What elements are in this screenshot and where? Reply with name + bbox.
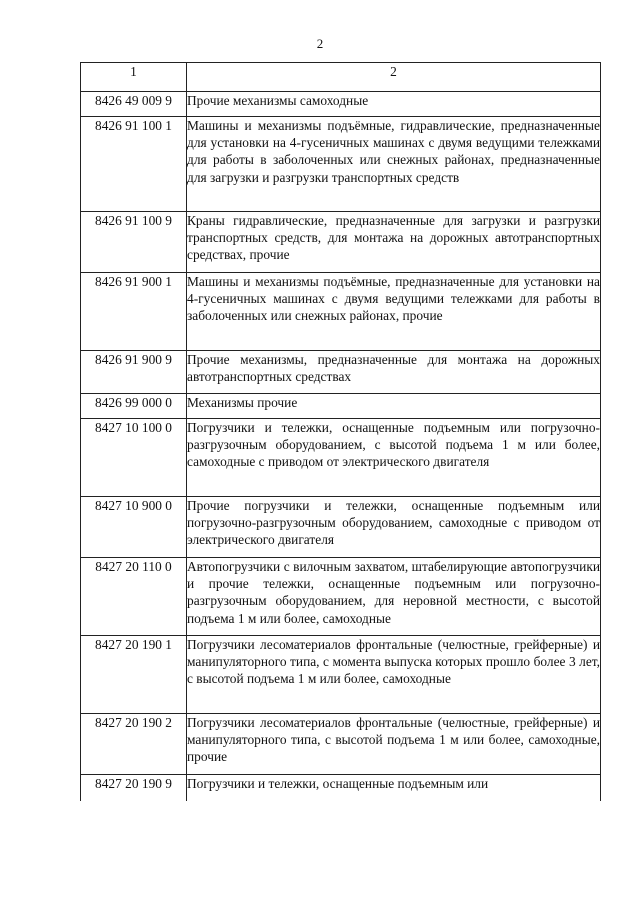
- description-cell: Машины и механизмы подъёмные, предназначенные для установки на 4-гусеничных машинах с двумя ведущими тележками для работы в заболоченных или снежных районах, прочие: [187, 273, 601, 351]
- table-row: [81, 117, 601, 212]
- table-row: [81, 558, 601, 636]
- code-cell: 8426 91 100 9: [81, 212, 187, 273]
- description-cell: Краны гидравлические, предназначенные для загрузки и разгрузки транспортных средств, для монтажа на дорожных автотранспортных средствах, прочие: [187, 212, 601, 273]
- description-cell: Автопогрузчики с вилочным захватом, штабелирующие автопогрузчики и прочие тележки, оснащенные подъемным или погрузочно-разгрузочным оборудованием, для неровной местности, с высотой подъема 1 м или более, самоходные: [187, 558, 601, 636]
- description-cell: Прочие механизмы самоходные: [187, 92, 601, 117]
- description-cell: Механизмы прочие: [187, 394, 601, 419]
- description-cell: Машины и механизмы подъёмные, гидравлические, предназначенные для установки на 4-гусеничных машинах с двумя ведущими тележками для работы в заболоченных или снежных районах, предназначенные для загрузки и разгрузки транспортных средств: [187, 117, 601, 212]
- tariff-code-table: [80, 62, 601, 801]
- header-col-1: 1: [81, 63, 187, 92]
- code-cell: 8426 91 900 1: [81, 273, 187, 351]
- page-number: 2: [316, 36, 324, 51]
- code-cell: 8427 20 190 2: [81, 714, 187, 775]
- code-cell: 8427 10 100 0: [81, 419, 187, 497]
- table-row: [81, 351, 601, 394]
- code-cell: 8426 99 000 0: [81, 394, 187, 419]
- description-cell: Погрузчики и тележки, оснащенные подъемным или погрузочно-разгрузочным оборудованием, с высотой подъема 1 м или более, самоходные с приводом от электрического двигателя: [187, 419, 601, 497]
- table-row: [81, 92, 601, 117]
- code-cell: 8427 10 900 0: [81, 497, 187, 558]
- code-cell: 8427 20 110 0: [81, 558, 187, 636]
- description-cell: Погрузчики лесоматериалов фронтальные (челюстные, грейферные) и манипуляторного типа, с момента выпуска которых прошло более 3 лет, с высотой подъема 1 м или более, самоходные: [187, 636, 601, 714]
- table-header-row: [81, 63, 601, 92]
- description-cell: Прочие погрузчики и тележки, оснащенные подъемным или погрузочно-разгрузочным оборудованием, самоходные с приводом от электрического двигателя: [187, 497, 601, 558]
- description-cell: Погрузчики лесоматериалов фронтальные (челюстные, грейферные) и манипуляторного типа, с высотой подъема 1 м или более, самоходные, прочие: [187, 714, 601, 775]
- table-row: [81, 273, 601, 351]
- code-cell: 8427 20 190 9: [81, 775, 187, 802]
- code-cell: 8427 20 190 1: [81, 636, 187, 714]
- table-row: [81, 497, 601, 558]
- table-row: [81, 419, 601, 497]
- description-cell: Погрузчики и тележки, оснащенные подъемным или: [187, 775, 601, 802]
- code-cell: 8426 91 900 9: [81, 351, 187, 394]
- description-cell: Прочие механизмы, предназначенные для монтажа на дорожных автотранспортных средствах: [187, 351, 601, 394]
- table-row: [81, 212, 601, 273]
- code-cell: 8426 91 100 1: [81, 117, 187, 212]
- table-row: [81, 714, 601, 775]
- code-cell: 8426 49 009 9: [81, 92, 187, 117]
- table-row: [81, 636, 601, 714]
- table-row: [81, 394, 601, 419]
- header-col-2: 2: [187, 63, 601, 92]
- table-row: [81, 775, 601, 802]
